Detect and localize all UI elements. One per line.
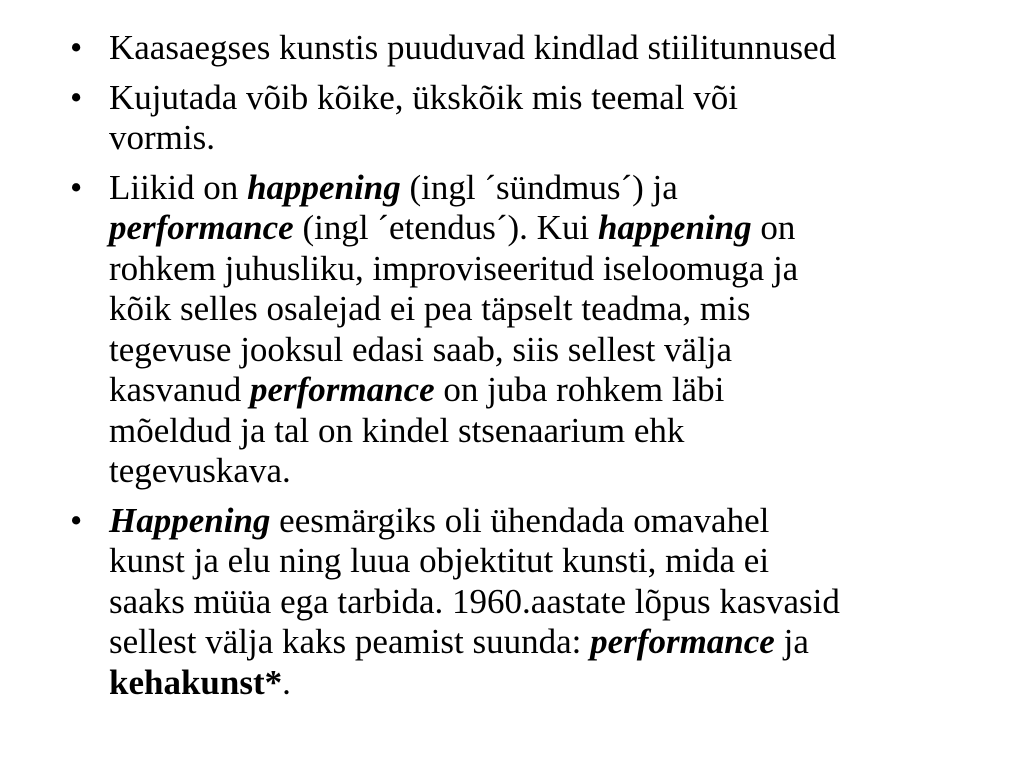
bullet-4-line-1 xyxy=(109,501,769,540)
bullet-2-line-2: vormis. xyxy=(109,118,215,157)
bullet-1-line-1: Kaasaegses kunstis puuduvad kindlad stiilitunnused xyxy=(109,28,837,67)
bullet-item-1 xyxy=(70,28,1015,69)
bullet-3-line-7: mõeldud ja tal on kindel stsenaarium ehk xyxy=(109,410,685,450)
text-segment: sellest välja kaks peamist suunda: xyxy=(109,622,591,661)
bullet-dot-icon: • xyxy=(70,77,83,117)
bullet-2-line-1: Kujutada võib kõike, ükskõik mis teemal või xyxy=(109,77,738,117)
text-segment: on juba rohkem läbi xyxy=(434,370,725,409)
emphasis-happening: happening xyxy=(597,208,752,247)
text-segment: ja xyxy=(774,622,809,661)
bullet-3-line-4: kõik selles osalejad ei pea täpselt teadma, mis xyxy=(109,289,751,328)
text-segment: (ingl ´etendus´). Kui xyxy=(293,208,598,247)
bullet-dot-icon: • xyxy=(70,500,83,540)
text-segment: kasvanud xyxy=(109,370,250,409)
bullet-3-line-5: tegevuse jooksul edasi saab, siis sellest välja xyxy=(109,329,733,369)
bullet-4-line-3: saaks müüa ega tarbida. 1960.aastate lõpus kasvasid xyxy=(109,581,840,621)
emphasis-kehakunst: kehakunst* xyxy=(109,662,283,702)
text-segment: (ingl ´sündmus´) ja xyxy=(400,167,678,207)
emphasis-performance: performance xyxy=(109,208,294,247)
emphasis-performance: performance xyxy=(249,370,435,409)
text-segment: . xyxy=(282,662,291,702)
bullet-dot-icon: • xyxy=(70,167,83,207)
text-segment: eesmärgiks oli ühendada omavahel xyxy=(270,500,770,540)
text-segment: on xyxy=(751,208,796,247)
emphasis-happening: happening xyxy=(247,167,401,207)
bullet-item-3 xyxy=(70,168,1015,492)
bullet-3-line-6 xyxy=(109,370,724,409)
emphasis-happening: Happening xyxy=(109,500,271,540)
bullet-3-line-1 xyxy=(109,168,678,207)
text-segment: Liikid on xyxy=(109,167,248,207)
bullet-4-line-5 xyxy=(109,663,291,702)
bullet-item-4 xyxy=(70,501,1015,704)
bullet-list xyxy=(70,28,1015,712)
bullet-item-2 xyxy=(70,78,1015,159)
bullet-dot-icon: • xyxy=(70,28,83,67)
emphasis-performance: performance xyxy=(590,622,775,661)
bullet-3-line-8: tegevuskava. xyxy=(109,451,291,490)
bullet-3-line-3: rohkem juhusliku, improviseeritud iseloomuga ja xyxy=(109,248,799,288)
bullet-4-line-2: kunst ja elu ning luua objektitut kunsti, mida ei xyxy=(109,541,770,580)
bullet-3-line-2 xyxy=(109,208,795,247)
bullet-4-line-4 xyxy=(109,622,809,661)
